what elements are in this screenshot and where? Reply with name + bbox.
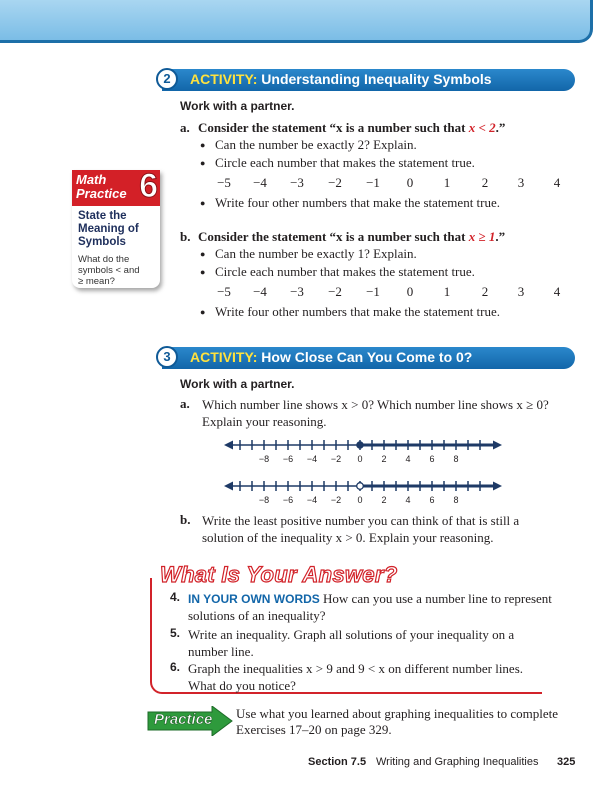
math-practice-header xyxy=(72,167,160,206)
part-b-statement: Consider the statement “x is a number such that x ≥ 1.” xyxy=(198,229,506,244)
question-6: Graph the inequalities x > 9 and 9 < x on different number lines. What do you notice? xyxy=(188,661,524,693)
tick-label: 6 xyxy=(429,454,435,464)
part-b-question: Write the least positive number you can think of that is still a solution of the inequality x > 0. Explain your reasoning. xyxy=(202,513,520,545)
number-line-top xyxy=(220,436,510,468)
work-with-partner: Work with a partner. xyxy=(180,377,295,391)
part-a-bullet-3: ● Write four other numbers that make the statement true. xyxy=(215,195,500,211)
part-b-letter: b. xyxy=(180,512,191,527)
part-b-bullet-2: ● Circle each number that makes the statement true. xyxy=(215,264,475,280)
tick-label: 8 xyxy=(453,454,459,464)
number: −2 xyxy=(328,175,342,190)
practice-label: Practice xyxy=(154,711,213,728)
number-line-bottom xyxy=(220,477,510,509)
footer-section: Section 7.5 xyxy=(308,756,367,768)
number: −5 xyxy=(217,284,231,299)
part-a-bullet-2: ● Circle each number that makes the statement true. xyxy=(215,155,475,171)
work-with-partner: Work with a partner. xyxy=(180,99,295,113)
number: −3 xyxy=(290,175,304,190)
question-number: 6. xyxy=(170,660,181,674)
page-number: 325 xyxy=(557,756,576,768)
number: −3 xyxy=(290,284,304,299)
math-practice-title: State the Meaning of Symbols xyxy=(78,210,139,248)
footer-title: Writing and Graphing Inequalities xyxy=(376,756,539,768)
number: 0 xyxy=(406,175,414,190)
part-a-letter: a. xyxy=(180,120,190,135)
question-5: Write an inequality. Graph all solutions of your inequality on a number line. xyxy=(188,627,515,659)
what-is-your-answer-title: What Is Your Answer? xyxy=(160,562,398,587)
number: −2 xyxy=(328,284,342,299)
number: 1 xyxy=(443,175,451,190)
tick-label: 0 xyxy=(357,495,363,505)
activity-3-header xyxy=(162,347,575,369)
question-number: 5. xyxy=(170,626,181,640)
tick-label: 4 xyxy=(405,454,411,464)
tick-label: −2 xyxy=(330,454,342,464)
tick-label: −4 xyxy=(306,495,318,505)
number: 3 xyxy=(517,175,525,190)
math-practice-label: Math Practice xyxy=(76,172,127,201)
number: 4 xyxy=(553,175,561,190)
number: 1 xyxy=(443,284,451,299)
number: 0 xyxy=(406,284,414,299)
number: 3 xyxy=(517,284,525,299)
activity-title: ACTIVITY: How Close Can You Come to 0? xyxy=(190,349,473,365)
number: 2 xyxy=(481,175,489,190)
tick-label: −8 xyxy=(258,495,270,505)
number: 2 xyxy=(481,284,489,299)
tick-label: 2 xyxy=(381,495,387,505)
tick-label: 6 xyxy=(429,495,435,505)
number: −1 xyxy=(366,284,380,299)
tick-label: −2 xyxy=(330,495,342,505)
question-number: 4. xyxy=(170,590,181,604)
math-practice-number: 6 xyxy=(139,167,158,205)
tick-label: −6 xyxy=(282,495,294,505)
practice-text: Use what you learned about graphing inequalities to complete Exercises 17–20 on page 329. xyxy=(236,706,559,737)
part-a-letter: a. xyxy=(180,396,190,411)
part-b-letter: b. xyxy=(180,229,191,244)
tick-label: −6 xyxy=(282,454,294,464)
part-b-bullet-3: ● Write four other numbers that make the statement true. xyxy=(215,304,500,320)
number: −4 xyxy=(253,175,267,190)
tick-label: 4 xyxy=(405,495,411,505)
tick-label: 0 xyxy=(357,454,363,464)
number: −4 xyxy=(253,284,267,299)
tick-label: 8 xyxy=(453,495,459,505)
tick-label: −4 xyxy=(306,454,318,464)
tick-label: −8 xyxy=(258,454,270,464)
math-practice-question: What do the symbols < and ≥ mean? xyxy=(78,254,140,287)
part-a-question: Which number line shows x > 0? Which number line shows x ≥ 0? Explain your reasoning. xyxy=(202,397,549,429)
activity-2-header xyxy=(162,69,575,91)
top-banner xyxy=(0,0,593,43)
number: −1 xyxy=(366,175,380,190)
tick-label: 2 xyxy=(381,454,387,464)
number: −5 xyxy=(217,175,231,190)
activity-title: ACTIVITY: Understanding Inequality Symbols xyxy=(190,71,492,87)
math-practice-box xyxy=(72,167,160,288)
part-a-statement: Consider the statement “x is a number such that x < 2.” xyxy=(198,120,506,135)
activity-number-badge: 3 xyxy=(156,346,178,368)
number: 4 xyxy=(553,284,561,299)
question-4: IN YOUR OWN WORDS How can you use a number line to represent solutions of an inequality? xyxy=(188,591,552,623)
part-b-bullet-1: ● Can the number be exactly 1? Explain. xyxy=(215,246,417,262)
part-a-bullet-1: ● Can the number be exactly 2? Explain. xyxy=(215,137,417,153)
activity-number-badge: 2 xyxy=(156,68,178,90)
